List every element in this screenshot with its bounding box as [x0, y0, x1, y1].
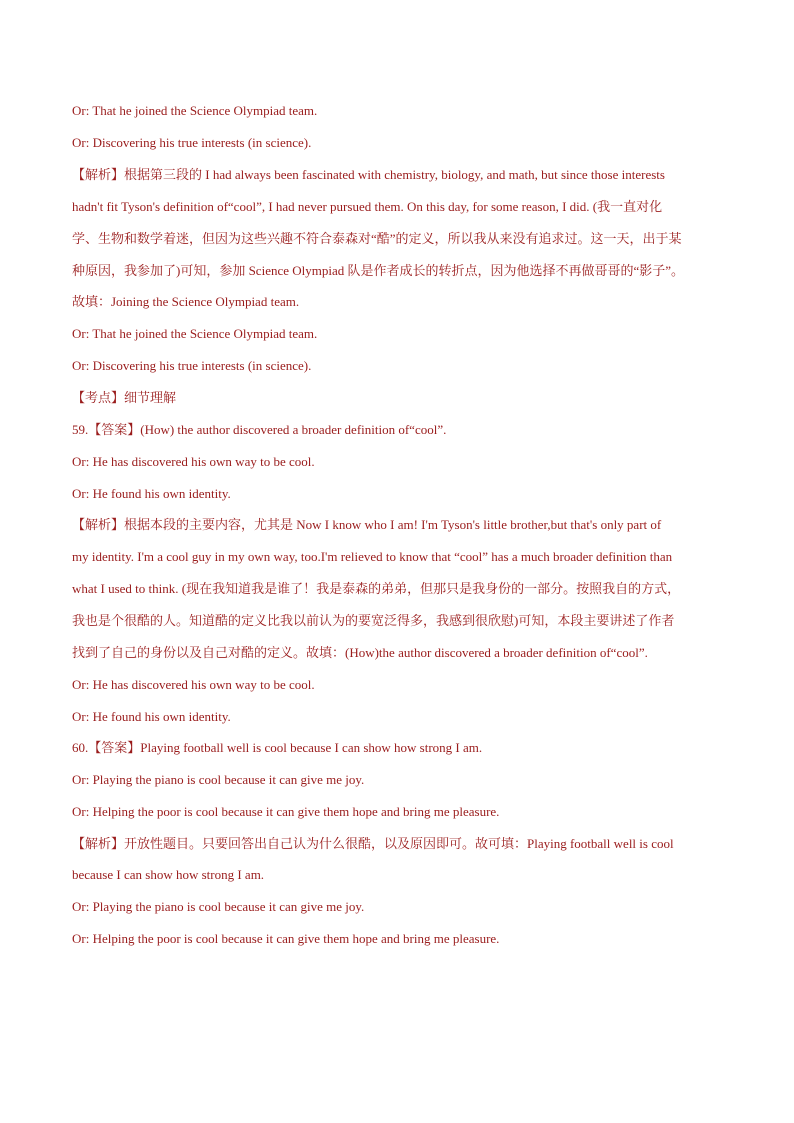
text-line: Or: Discovering his true interests (in science). [72, 135, 312, 150]
text-line: Or: That he joined the Science Olympiad team. [72, 326, 318, 341]
text-line: 种原因，我参加了)可知，参加 Science Olympiad 队是作者成长的转折点，因为他选择不再做哥哥的“影子”。 [72, 263, 685, 278]
text-line: Or: Helping the poor is cool because it can give them hope and bring me pleasure. [72, 804, 500, 819]
text-line: because I can show how strong I am. [72, 867, 265, 882]
text-line: hadn't fit Tyson's definition of“cool”, I had never pursued them. On this day, for some reason, I did. (我一直对化 [72, 199, 663, 214]
analysis-line: 【解析】开放性题目。只要回答出自己认为什么很酷，以及原因即可。故可填：Playing football well is cool [72, 836, 674, 851]
answer-line: 59.【答案】(How) the author discovered a broader definition of“cool”. [72, 422, 447, 437]
text-line: my identity. I'm a cool guy in my own way, too.I'm relieved to know that “cool” has a much broader definition than [72, 549, 673, 564]
text-line: Or: That he joined the Science Olympiad team. [72, 103, 318, 118]
text-line: Or: He found his own identity. [72, 709, 231, 724]
text-line: 故填：Joining the Science Olympiad team. [72, 294, 300, 309]
text-line: Or: Playing the piano is cool because it can give me joy. [72, 772, 365, 787]
text-line: Or: Helping the poor is cool because it can give them hope and bring me pleasure. [72, 931, 500, 946]
text-line: Or: He has discovered his own way to be cool. [72, 454, 315, 469]
answer-line: 60.【答案】Playing football well is cool because I can show how strong I am. [72, 740, 483, 755]
text-line: Or: Playing the piano is cool because it can give me joy. [72, 899, 365, 914]
analysis-line: 【解析】根据第三段的 I had always been fascinated with chemistry, biology, and math, but since those interests [72, 167, 665, 182]
text-line: what I used to think. (现在我知道我是谁了！我是泰森的弟弟，但那只是我身份的一部分。按照我自的方式， [72, 581, 681, 596]
analysis-line: 【解析】根据本段的主要内容，尤其是 Now I know who I am! I'm Tyson's little brother,but that's only part of [72, 517, 662, 532]
text-line: Or: He has discovered his own way to be cool. [72, 677, 315, 692]
text-line: 学、生物和数学着迷，但因为这些兴趣不符合泰森对“酷”的定义，所以我从来没有追求过。这一天，出于某 [72, 231, 682, 246]
text-line: 我也是个很酷的人。知道酷的定义比我以前认为的要宽泛得多，我感到很欣慰)可知，本段主要讲述了作者 [72, 613, 675, 628]
text-line: Or: He found his own identity. [72, 486, 231, 501]
text-line: 找到了自己的身份以及自己对酷的定义。故填：(How)the author discovered a broader definition of“cool”. [72, 645, 648, 660]
topic-line: 【考点】细节理解 [72, 390, 177, 405]
text-line: Or: Discovering his true interests (in science). [72, 358, 312, 373]
